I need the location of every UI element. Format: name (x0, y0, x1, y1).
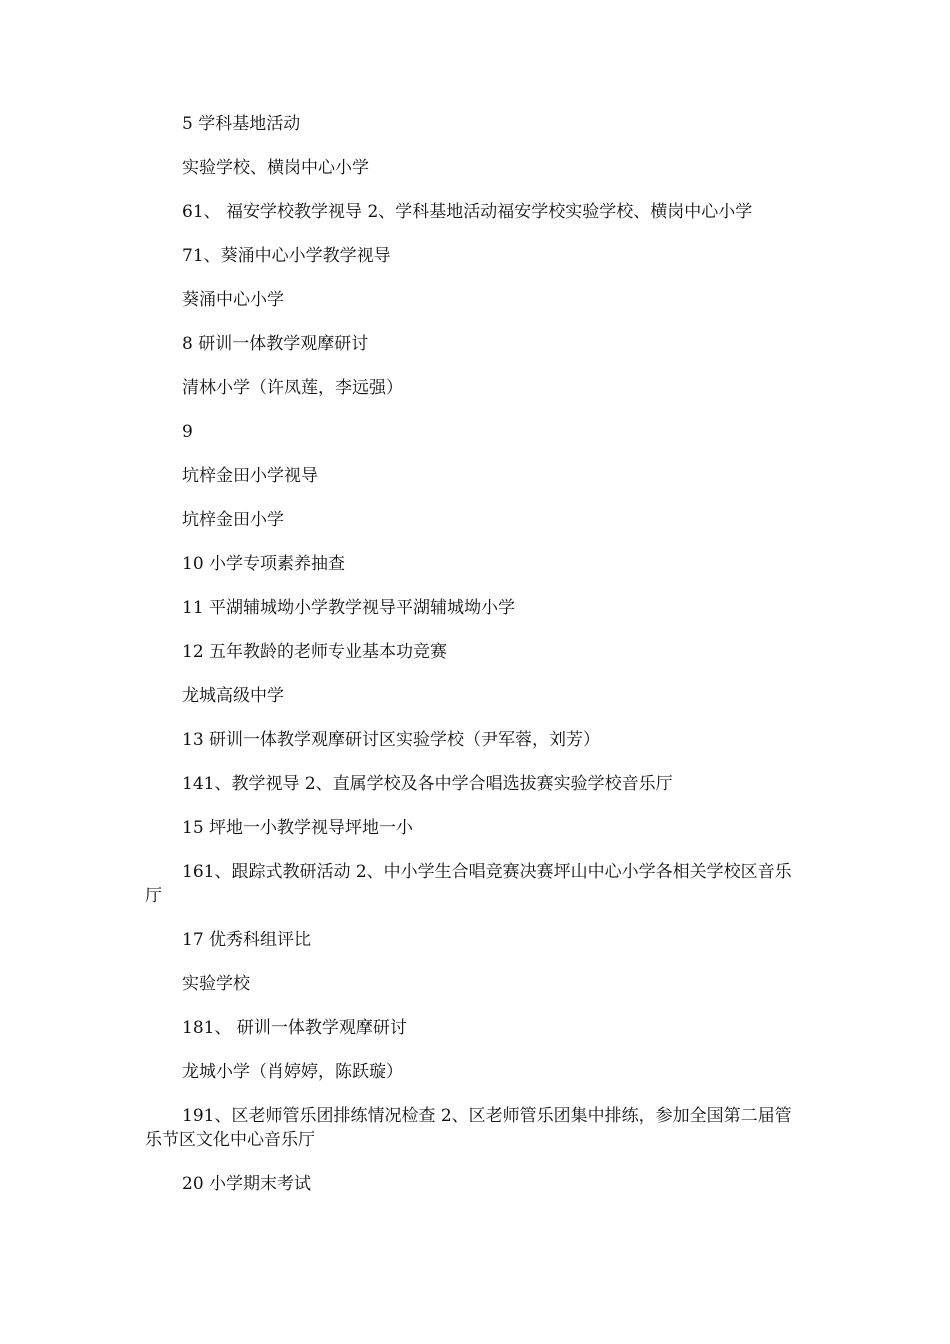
paragraph: 61、 福安学校教学视导 2、学科基地活动福安学校实验学校、横岗中心小学 (182, 202, 753, 222)
paragraph: 20 小学期末考试 (182, 1174, 312, 1194)
paragraph: 13 研训一体教学观摩研讨区实验学校（尹军蓉，刘芳） (182, 730, 601, 750)
paragraph: 11 平湖辅城坳小学教学视导平湖辅城坳小学 (182, 598, 516, 618)
paragraph: 9 (182, 422, 193, 442)
paragraph: 坑梓金田小学 (182, 510, 284, 530)
paragraph: 15 坪地一小教学视导坪地一小 (182, 818, 414, 838)
paragraph: 8 研训一体教学观摩研讨 (182, 334, 369, 354)
paragraph: 实验学校 (182, 974, 250, 994)
paragraph: 坑梓金田小学视导 (182, 466, 318, 486)
paragraph: 5 学科基地活动 (182, 114, 301, 134)
paragraph: 10 小学专项素养抽查 (182, 554, 346, 574)
paragraph: 12 五年教龄的老师专业基本功竞赛 (182, 642, 448, 662)
paragraph: 71、葵涌中心小学教学视导 (182, 246, 391, 266)
paragraph: 龙城高级中学 (182, 686, 284, 706)
document-body (145, 112, 805, 1216)
paragraph: 葵涌中心小学 (182, 290, 284, 310)
paragraph: 龙城小学（肖婷婷，陈跃璇） (182, 1062, 403, 1082)
paragraph: 17 优秀科组评比 (182, 930, 312, 950)
paragraph: 实验学校、横岗中心小学 (182, 158, 369, 178)
paragraph: 191、区老师管乐团排练情况检查 2、区老师管乐团集中排练，参加全国第二届管乐节区文化中心音乐厅 (145, 1106, 792, 1150)
paragraph: 161、跟踪式教研活动 2、中小学生合唱竞赛决赛坪山中心小学各相关学校区音乐厅 (145, 862, 792, 906)
paragraph: 181、 研训一体教学观摩研讨 (182, 1018, 407, 1038)
paragraph: 清林小学（许凤莲，李远强） (182, 378, 403, 398)
paragraph: 141、教学视导 2、直属学校及各中学合唱选拔赛实验学校音乐厅 (182, 774, 673, 794)
